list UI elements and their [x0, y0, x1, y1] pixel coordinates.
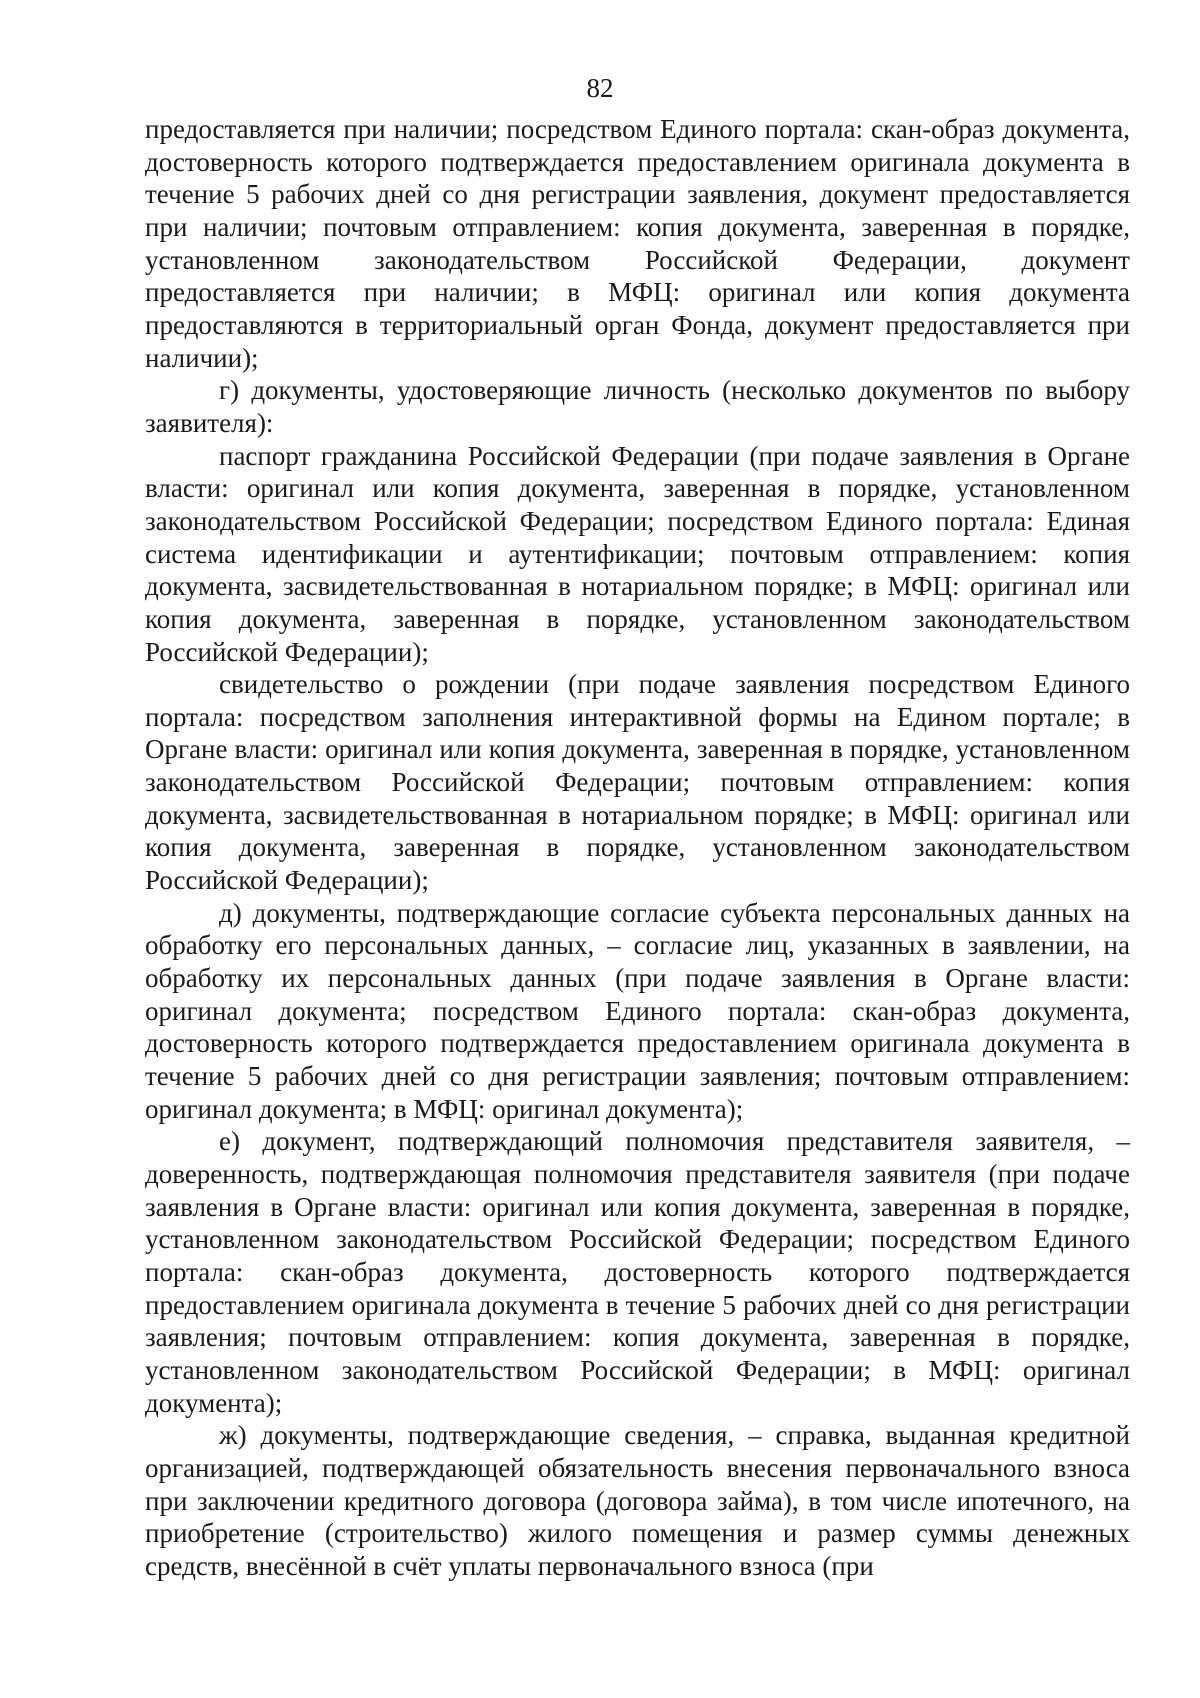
paragraph-continuation: предоставляется при наличии; посредством Единого портала: скан-образ документа, достоверность которого подтверждается предоставлением оригинала документа в течение 5 рабочих дней со дня регистрации заявления, документ предоставляется при наличии; почтовым отправлением: копия документа, заверенная в порядке, установленном законодательством Российской Федерации, документ предоставляется при наличии; в МФЦ: оригинал или копия документа предоставляются в территориальный орган Фонда, документ предоставляется при наличии);	[145, 114, 1130, 373]
paragraph-item-g: г) документы, удостоверяющие личность (несколько документов по выбору заявителя):	[145, 375, 1130, 438]
paragraph-item-e: е) документ, подтверждающий полномочия представителя заявителя, – доверенность, подтверждающая полномочия представителя заявителя (при подаче заявления в Органе власти: оригинал или копия документа, заверенная в порядке, установленном законодательством Российской Федерации; посредством Единого портала: скан-образ документа, достоверность которого подтверждается предоставлением оригинала документа в течение 5 рабочих дней со дня регистрации заявления; почтовым отправлением: копия документа, заверенная в порядке, установленном законодательством Российской Федерации; в МФЦ: оригинал документа);	[145, 1126, 1130, 1418]
paragraph-item-d: д) документы, подтверждающие согласие субъекта персональных данных на обработку его персональных данных, – согласие лиц, указанных в заявлении, на обработку их персональных данных (при подаче заявления в Органе власти: оригинал документа; посредством Единого портала: скан-образ документа, достоверность которого подтверждается предоставлением оригинала документа в течение 5 рабочих дней со дня регистрации заявления; почтовым отправлением: оригинал документа; в МФЦ: оригинал документа);	[145, 897, 1130, 1124]
paragraph-passport: паспорт гражданина Российской Федерации (при подаче заявления в Органе власти: оригинал или копия документа, заверенная в порядке, установленном законодательством Российской Федерации; посредством Единого портала: Единая система идентификации и аутентификации; почтовым отправлением: копия документа, засвидетельствованная в нотариальном порядке; в МФЦ: оригинал или копия документа, заверенная в порядке, установленном законодательством Российской Федерации);	[145, 440, 1130, 667]
document-body	[145, 113, 1130, 1583]
paragraph-item-zh: ж) документы, подтверждающие сведения, – справка, выданная кредитной организацией, подтверждающей обязательность внесения первоначального взноса при заключении кредитного договора (договора займа), в том числе ипотечного, на приобретение (строительство) жилого помещения и размер суммы денежных средств, внесённой в счёт уплаты первоначального взноса (при	[145, 1420, 1130, 1581]
page-number: 82	[586, 73, 614, 103]
paragraph-birth-certificate: свидетельство о рождении (при подаче заявления посредством Единого портала: посредством заполнения интерактивной формы на Едином портале; в Органе власти: оригинал или копия документа, заверенная в порядке, установленном законодательством Российской Федерации; почтовым отправлением: копия документа, засвидетельствованная в нотариальном порядке; в МФЦ: оригинал или копия документа, заверенная в порядке, установленном законодательством Российской Федерации);	[145, 669, 1130, 896]
